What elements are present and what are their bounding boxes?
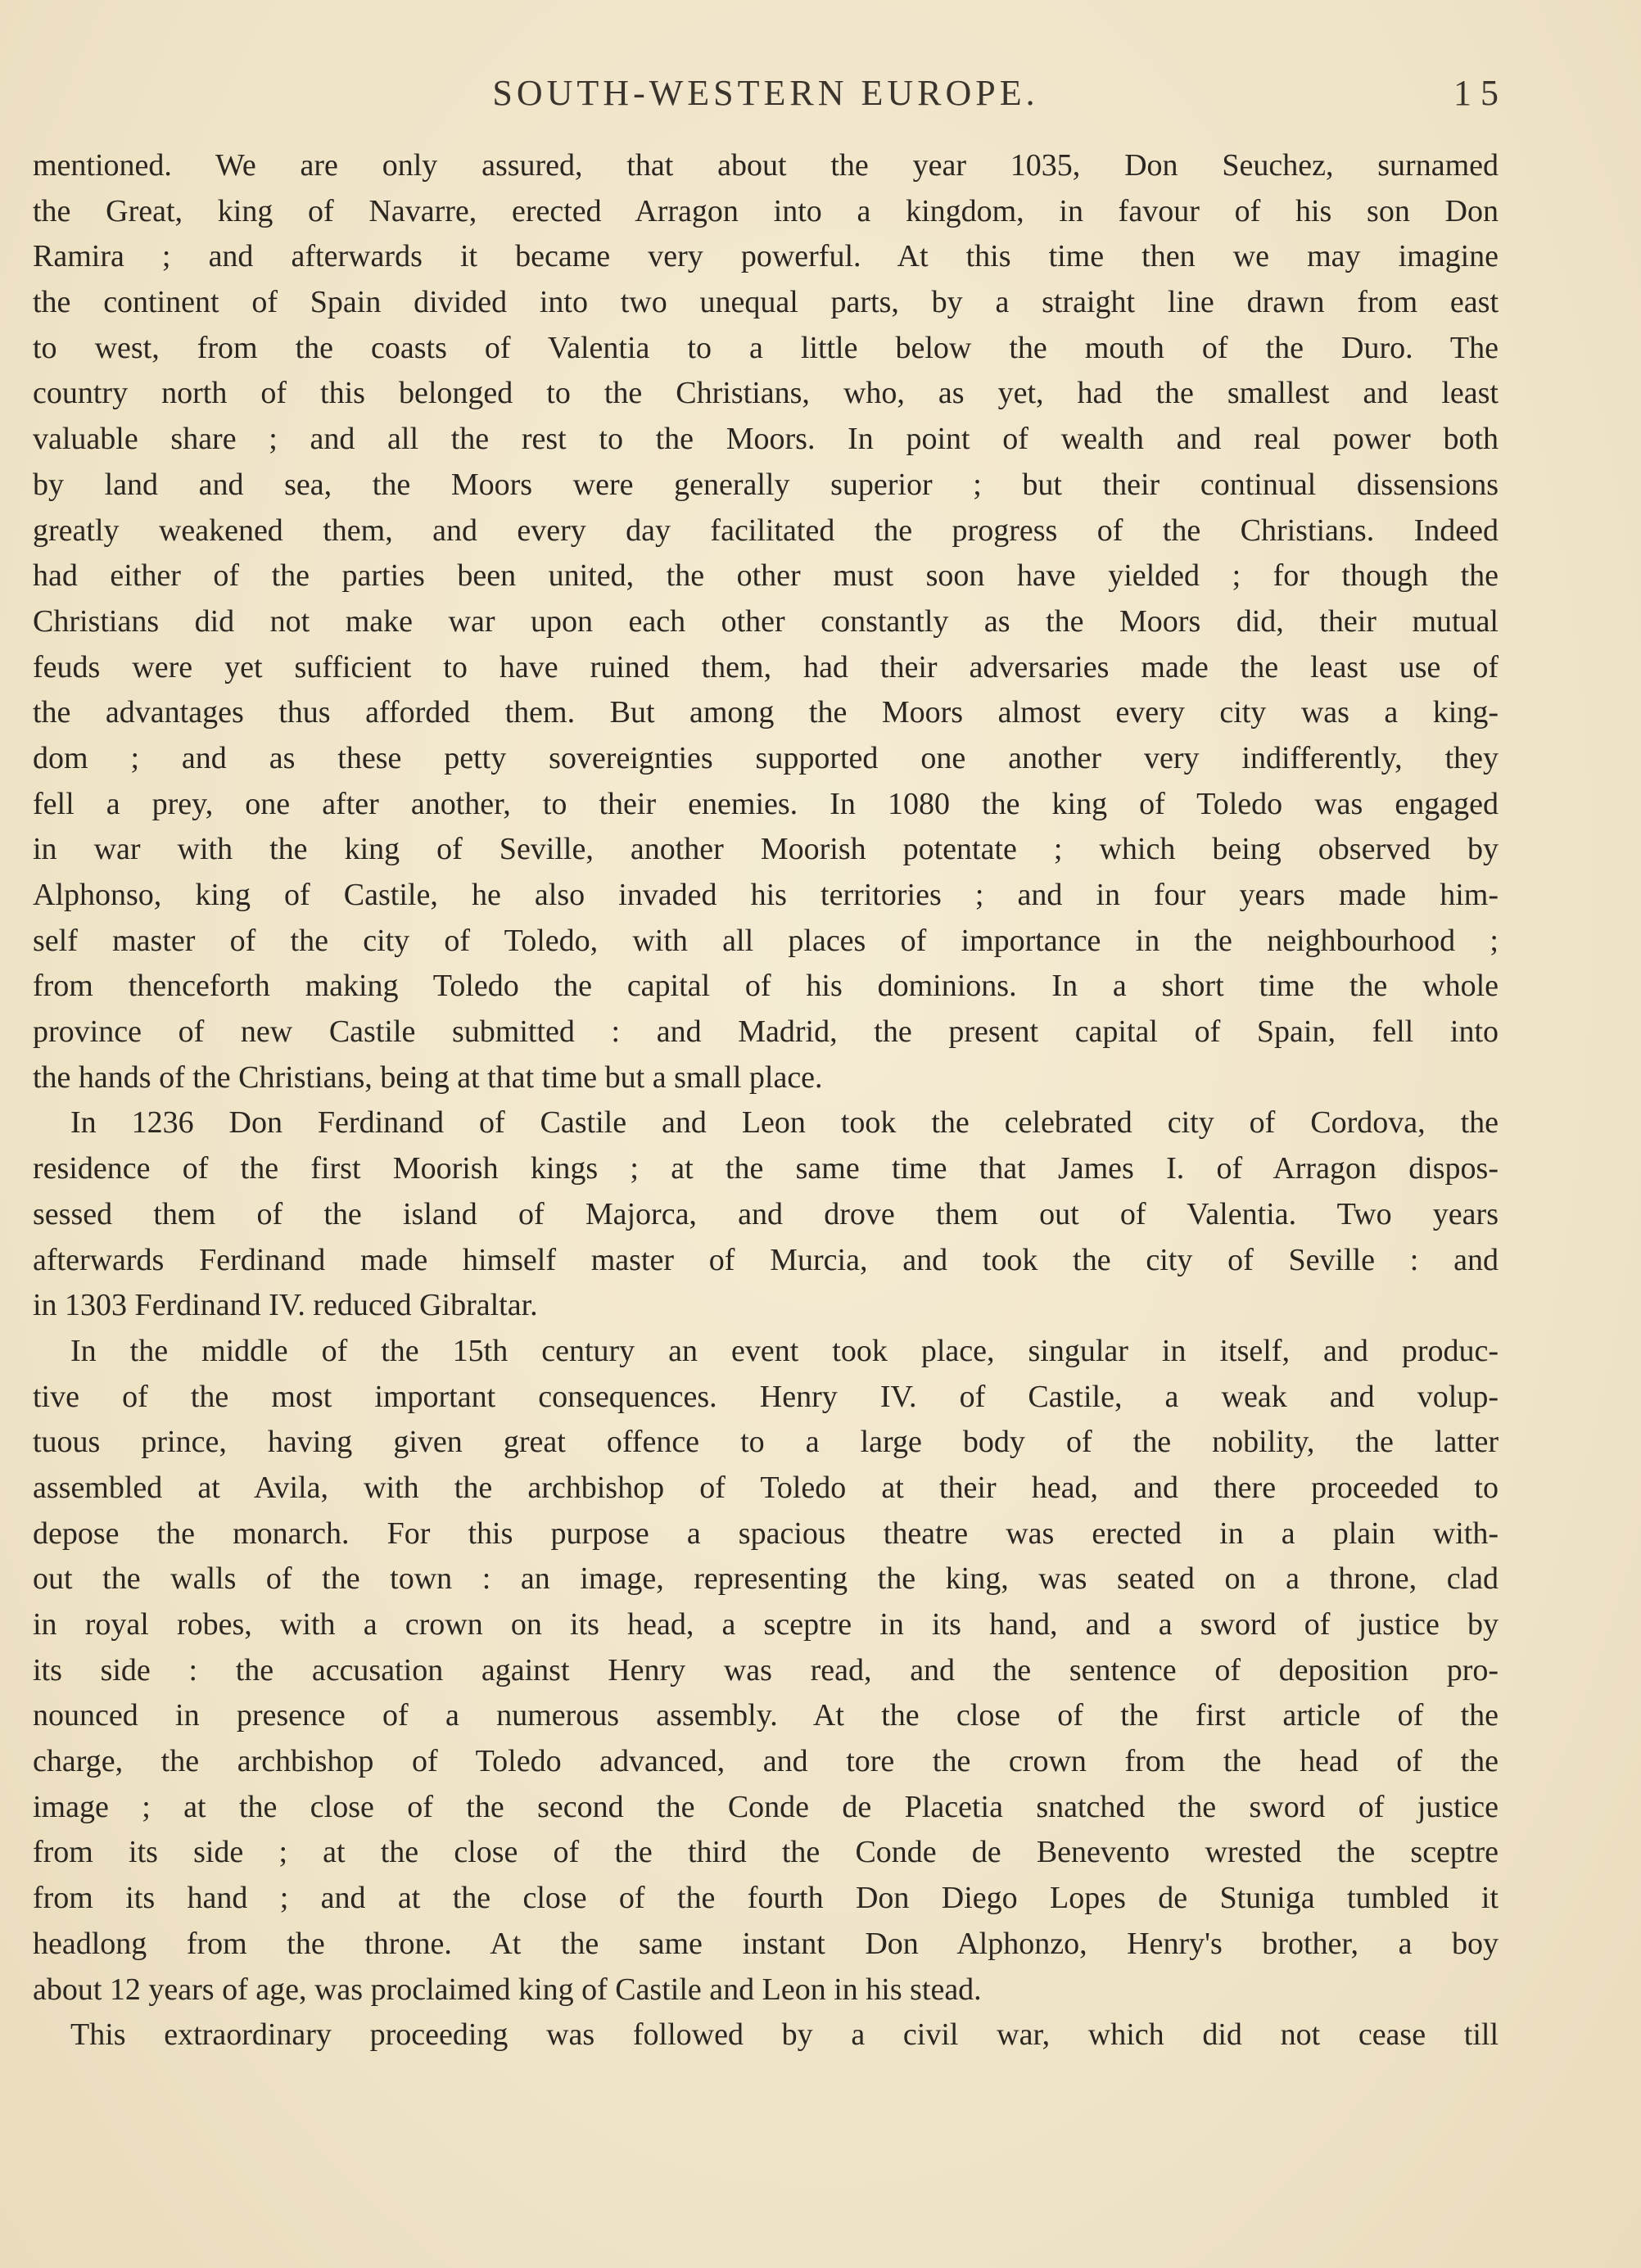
text-line: to west, from the coasts of Valentia to a little below the mouth of the Duro. The	[33, 330, 1499, 365]
text-line: in 1303 Ferdinand IV. reduced Gibraltar.	[33, 1288, 538, 1323]
text-line: charge, the archbishop of Toledo advanced, and tore the crown from the head of the	[33, 1744, 1499, 1779]
text-line: Ramira ; and afterwards it became very powerful. At this time then we may imagine	[33, 239, 1499, 274]
text-line: image ; at the close of the second the Conde de Placetia snatched the sword of justice	[33, 1789, 1499, 1824]
page-number: 1 5	[1453, 73, 1499, 113]
running-title: SOUTH-WESTERN EUROPE.	[492, 73, 1039, 113]
page-header	[33, 72, 1499, 121]
text-line: its side : the accusation against Henry was read, and the sentence of deposition pro-	[33, 1652, 1499, 1687]
text-line: Christians did not make war upon each other constantly as the Moors did, their mutual	[33, 603, 1499, 639]
text-line: country north of this belonged to the Christians, who, as yet, had the smallest and least	[33, 376, 1499, 411]
text-line: fell a prey, one after another, to their enemies. In 1080 the king of Toledo was engaged	[33, 786, 1499, 821]
text-line: mentioned. We are only assured, that about the year 1035, Don Seuchez, surnamed	[33, 148, 1499, 183]
text-line: nounced in presence of a numerous assembly. At the close of the first article of the	[33, 1698, 1499, 1733]
text-line: valuable share ; and all the rest to the Moors. In point of wealth and real power both	[33, 422, 1499, 457]
text-line: This extraordinary proceeding was followed by a civil war, which did not cease till	[70, 2017, 1499, 2053]
text-line: headlong from the throne. At the same instant Don Alphonzo, Henry's brother, a boy	[33, 1926, 1499, 1961]
text-line: in war with the king of Seville, another Moorish potentate ; which being observed by	[33, 832, 1499, 867]
text-line: the hands of the Christians, being at that time but a small place.	[33, 1059, 823, 1095]
text-line: afterwards Ferdinand made himself master of Murcia, and took the city of Seville : and	[33, 1242, 1499, 1277]
text-line: depose the monarch. For this purpose a spacious theatre was erected in a plain with-	[33, 1516, 1499, 1551]
text-line: sessed them of the island of Majorca, and drove them out of Valentia. Two years	[33, 1196, 1499, 1231]
text-line: tuous prince, having given great offence to a large body of the nobility, the latter	[33, 1425, 1499, 1460]
text-line: In the middle of the 15th century an event took place, singular in itself, and produc-	[70, 1333, 1499, 1368]
text-line: self master of the city of Toledo, with all places of importance in the neighbourhood ;	[33, 923, 1499, 958]
text-line: province of new Castile submitted : and Madrid, the present capital of Spain, fell into	[33, 1014, 1499, 1050]
text-line: residence of the first Moorish kings ; at the same time that James I. of Arragon dispos-	[33, 1151, 1499, 1186]
text-line: feuds were yet sufficient to have ruined them, had their adversaries made the least use of	[33, 649, 1499, 684]
text-line: the continent of Spain divided into two unequal parts, by a straight line drawn from east	[33, 285, 1499, 320]
text-line: In 1236 Don Ferdinand of Castile and Leon took the celebrated city of Cordova, the	[70, 1105, 1499, 1141]
text-line: about 12 years of age, was proclaimed king of Castile and Leon in his stead.	[33, 1972, 982, 2007]
text-line: from its hand ; and at the close of the fourth Don Diego Lopes de Stuniga tumbled it	[33, 1881, 1499, 1916]
text-line: greatly weakened them, and every day facilitated the progress of the Christians. Indeed	[33, 513, 1499, 548]
text-line: assembled at Avila, with the archbishop of Toledo at their head, and there proceeded to	[33, 1470, 1499, 1505]
text-line: in royal robes, with a crown on its head, a sceptre in its hand, and a sword of justice by	[33, 1607, 1499, 1642]
text-line: the advantages thus afforded them. But among the Moors almost every city was a king-	[33, 695, 1499, 730]
text-line: Alphonso, king of Castile, he also invaded his territories ; and in four years made him-	[33, 878, 1499, 912]
text-line: dom ; and as these petty sovereignties supported one another very indifferently, they	[33, 740, 1499, 775]
text-line: out the walls of the town : an image, representing the king, was seated on a throne, clad	[33, 1561, 1499, 1597]
text-line: by land and sea, the Moors were generally superior ; but their continual dissensions	[33, 467, 1499, 502]
text-line: had either of the parties been united, the other must soon have yielded ; for though the	[33, 558, 1499, 594]
body-text	[33, 143, 1499, 2058]
text-line: from thenceforth making Toledo the capital of his dominions. In a short time the whole	[33, 969, 1499, 1004]
text-line: from its side ; at the close of the third the Conde de Benevento wrested the sceptre	[33, 1835, 1499, 1870]
text-line: the Great, king of Navarre, erected Arragon into a kingdom, in favour of his son Don	[33, 193, 1499, 228]
text-line: tive of the most important consequences. Henry IV. of Castile, a weak and volup-	[33, 1379, 1499, 1414]
